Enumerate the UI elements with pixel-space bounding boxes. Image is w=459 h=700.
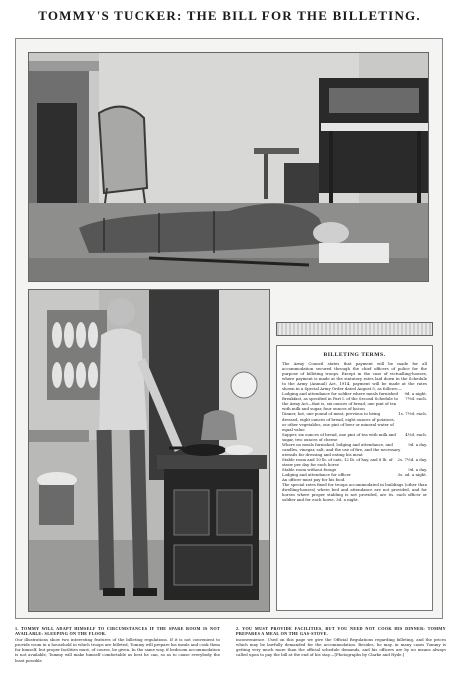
list-item: Stable room and 10 lb. of oats, 12 lb. of hay, and 8 lb. of straw per day for each horse 2s. 7½d. a day. [282,456,427,467]
list-item: Where no meals furnished, lodging and attendance, and candles, vinegar, salt, and the use of fire, and the necessary utensils for dressing and eating his meat 9d. a day. [282,441,427,457]
panel-intro: The Army Council states that payment will be made for all accommodation secured through the chief officers of police for the purpose of billeting troops. Except in the case of victualling-houses, where payment is made at the statutory rates laid down in the Schedule to the Army (Annual) Act, 1914, payment will be made at the rates shown in a Special Army Order dated August 5, as follows:— [282,361,427,392]
caption-right [236,626,446,658]
panel-outro: The special rates fixed for troops accommodated in buildings (other than dwelling-houses) where bed and attendance are not provided, and for horses where proper stabling is not provided, are 6s. each officer or soldier and for each horse, 3d. a night. [282,482,427,503]
list-item: Breakfast, as specified in Part I. of the Second Schedule to the Army Act—that is, six ounces of bread, one pint of tea with milk and sugar, four ounces of bacon 7½d. each. [282,396,427,412]
caption-right-text: inconvenience. Used on this page we give the Official Regulations regarding billeting, and the prices which may be lawfully demanded for the accommodation. Besides, he may, in many cases Tommy is getting very much more than the official schedule demands, and his officers are by no means always called upon to pay the bill at the end of his stay.—[Photographs by Clarke and Hyde.] [236,637,446,658]
caption-left-text: Our illustrations show two interesting features of the billeting regulations. If it is not convenient to provide room in a household in which troops are billeted, Tommy will prepare his meals and cook them for himself, but proper facilities must, of course, be given. In the same way, if bedroom accommodation is not available, Tommy will make himself comfortable as best he can, so as to cause everybody the least possible [15,637,220,663]
list-item: An officer must pay for his food. [282,477,346,483]
list-item: Lodging and attendance for soldier where meals furnished 9d. a night. [282,391,427,397]
list-item: Supper, six ounces of bread, one pint of tea with milk and sugar, two ounces of cheese 4½d. each. [282,431,427,442]
decorative-bar [276,322,433,336]
caption-right-heading: 2. YOU MUST PROVIDE FACILITIES, BUT YOU NEED NOT COOK HIS DINNER: TOMMY PREPARES A MEAL ON THE GAS-STOVE. [236,626,446,637]
caption-left [15,626,220,663]
caption-left-heading: 1. TOMMY WILL ADAPT HIMSELF TO CIRCUMSTANCES IF THE SPARE ROOM IS NOT AVAILABLE: SLEEPING ON THE FLOOR. [15,626,220,637]
photo-soldier-cooking [28,289,270,612]
panel-title: BILLETING TERMS. [323,352,386,358]
list-item: Dinner, hot, one pound of meat, previous to being dressed, eight ounces of bread, eight ounces of potatoes, or other vegetables, one pint of beer or mineral water of equal value 1s. 7½d. each. [282,411,427,432]
page-title: TOMMY'S TUCKER: THE BILL FOR THE BILLETING. [38,8,421,23]
list-item: Lodging and attendance for officer 3s. od. a night. [282,472,427,478]
billeting-terms-panel [276,345,433,611]
photo-soldier-sleeping [28,52,429,282]
list-item: Stable room without forage 9d. a day. [282,466,427,472]
